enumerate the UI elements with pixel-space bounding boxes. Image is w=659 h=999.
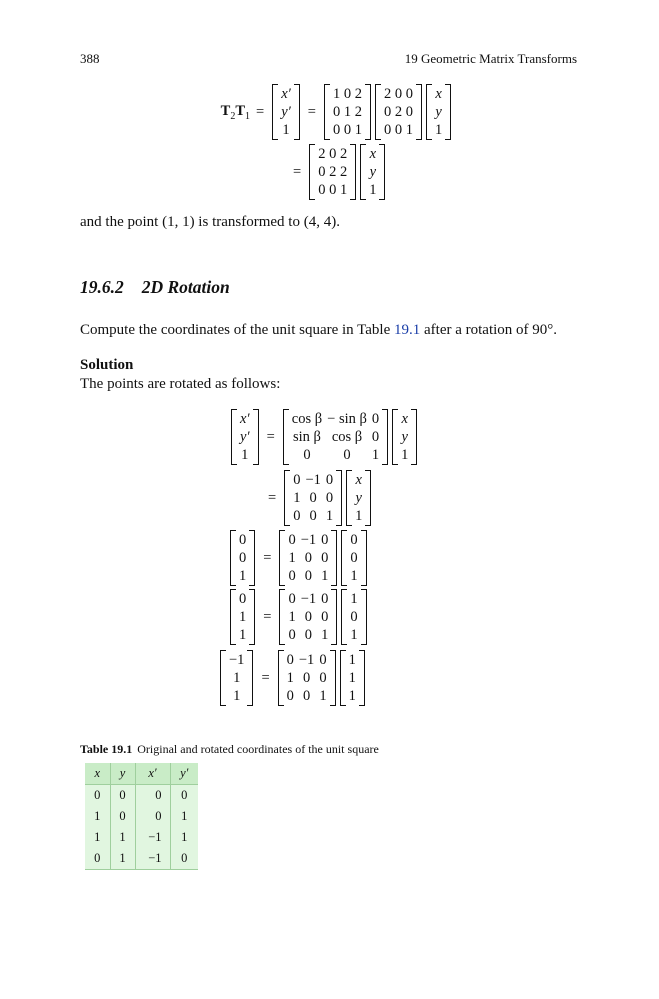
translation-matrix: 1 0 2 0 1 2 0 0 1	[324, 84, 371, 140]
running-head: 19 Geometric Matrix Transforms	[404, 51, 577, 66]
table-header-cell: y	[110, 763, 135, 785]
vector-xy: x y 1	[426, 84, 451, 140]
result-vector: −1 1 1	[220, 650, 253, 706]
equation-lhs-t2t1: $T_2T_1$	[220, 102, 250, 122]
table-header-row	[85, 763, 198, 785]
input-vector: 1 0 1	[341, 589, 366, 645]
solution-text: The points are rotated as follows:	[80, 376, 281, 392]
input-vector: 1 1 1	[340, 650, 365, 706]
input-vector: 0 0 1	[341, 530, 366, 586]
table-header-cell: y′	[170, 763, 198, 785]
solution-label: Solution	[80, 357, 134, 373]
rotation-90-matrix: 0 −1 0 1 0 0 0 0 1	[279, 530, 337, 586]
table-row: 0 0 0 0	[85, 785, 198, 807]
rotation-matrix: cos β − sin β 0 sin β cos β 0 0 0 1	[283, 409, 388, 465]
point-transform-text: and the point (1, 1) is transformed to (4, 4).	[80, 214, 340, 230]
table-row: 0 1 −1 0	[85, 848, 198, 870]
rotation-90-matrix: 0 −1 0 1 0 0 0 0 1	[279, 589, 337, 645]
vector-xy: x y 1	[360, 144, 385, 200]
table-row: 1 0 0 1	[85, 806, 198, 827]
result-vector: 0 1 1	[230, 589, 255, 645]
section-heading: 19.6.2 2D Rotation	[80, 277, 230, 297]
table-reference-link[interactable]: 19.1	[394, 322, 421, 338]
rotation-eq-row3: 0 0 1 = 0 −1 0 1 0 0 0 0 1 0 0 1	[228, 530, 369, 586]
problem-text: Compute the coordinates of the unit square in Table 19.1 after a rotation of 90°.	[80, 322, 558, 338]
rotation-90-matrix: 0 −1 0 1 0 0 0 0 1	[284, 470, 342, 526]
rotation-90-matrix: 0 −1 0 1 0 0 0 0 1	[278, 650, 336, 706]
rotation-eq-row2: = 0 −1 0 1 0 0 0 0 1 x y 1	[262, 470, 373, 526]
combined-matrix: 2 0 2 0 2 2 0 0 1	[309, 144, 356, 200]
vector-prime: x′ y′ 1	[272, 84, 300, 140]
coordinates-table	[85, 763, 198, 870]
equation-t2t1-row2: = 2 0 2 0 2 2 0 0 1 x y 1	[287, 144, 387, 200]
page-number: 388	[80, 51, 100, 66]
equation-t2t1-row1: $T_2T_1$ = x′ y′ 1 = 1 0 2 0 1 2 0 0 1 2 0 0 0 2 0 0 0 1 x y 1	[196, 84, 453, 140]
table-caption: Table 19.1 Original and rotated coordinates of the unit square	[80, 742, 379, 756]
equals-sign: =	[256, 103, 265, 120]
vector-xy: x y 1	[346, 470, 371, 526]
rotation-eq-row1: x′ y′ 1 = cos β − sin β 0 sin β cos β 0 0 0 1 x y 1	[229, 409, 419, 465]
rotation-eq-row4: 0 1 1 = 0 −1 0 1 0 0 0 0 1 1 0 1	[228, 589, 369, 645]
table-header-cell: x′	[135, 763, 170, 785]
table-header-cell: x	[85, 763, 110, 785]
rotation-eq-row5: −1 1 1 = 0 −1 0 1 0 0 0 0 1 1 1 1	[218, 650, 367, 706]
table-row: 1 1 −1 1	[85, 827, 198, 848]
vector-xy: x y 1	[392, 409, 417, 465]
vector-prime: x′ y′ 1	[231, 409, 259, 465]
scale-matrix: 2 0 0 0 2 0 0 0 1	[375, 84, 422, 140]
result-vector: 0 0 1	[230, 530, 255, 586]
